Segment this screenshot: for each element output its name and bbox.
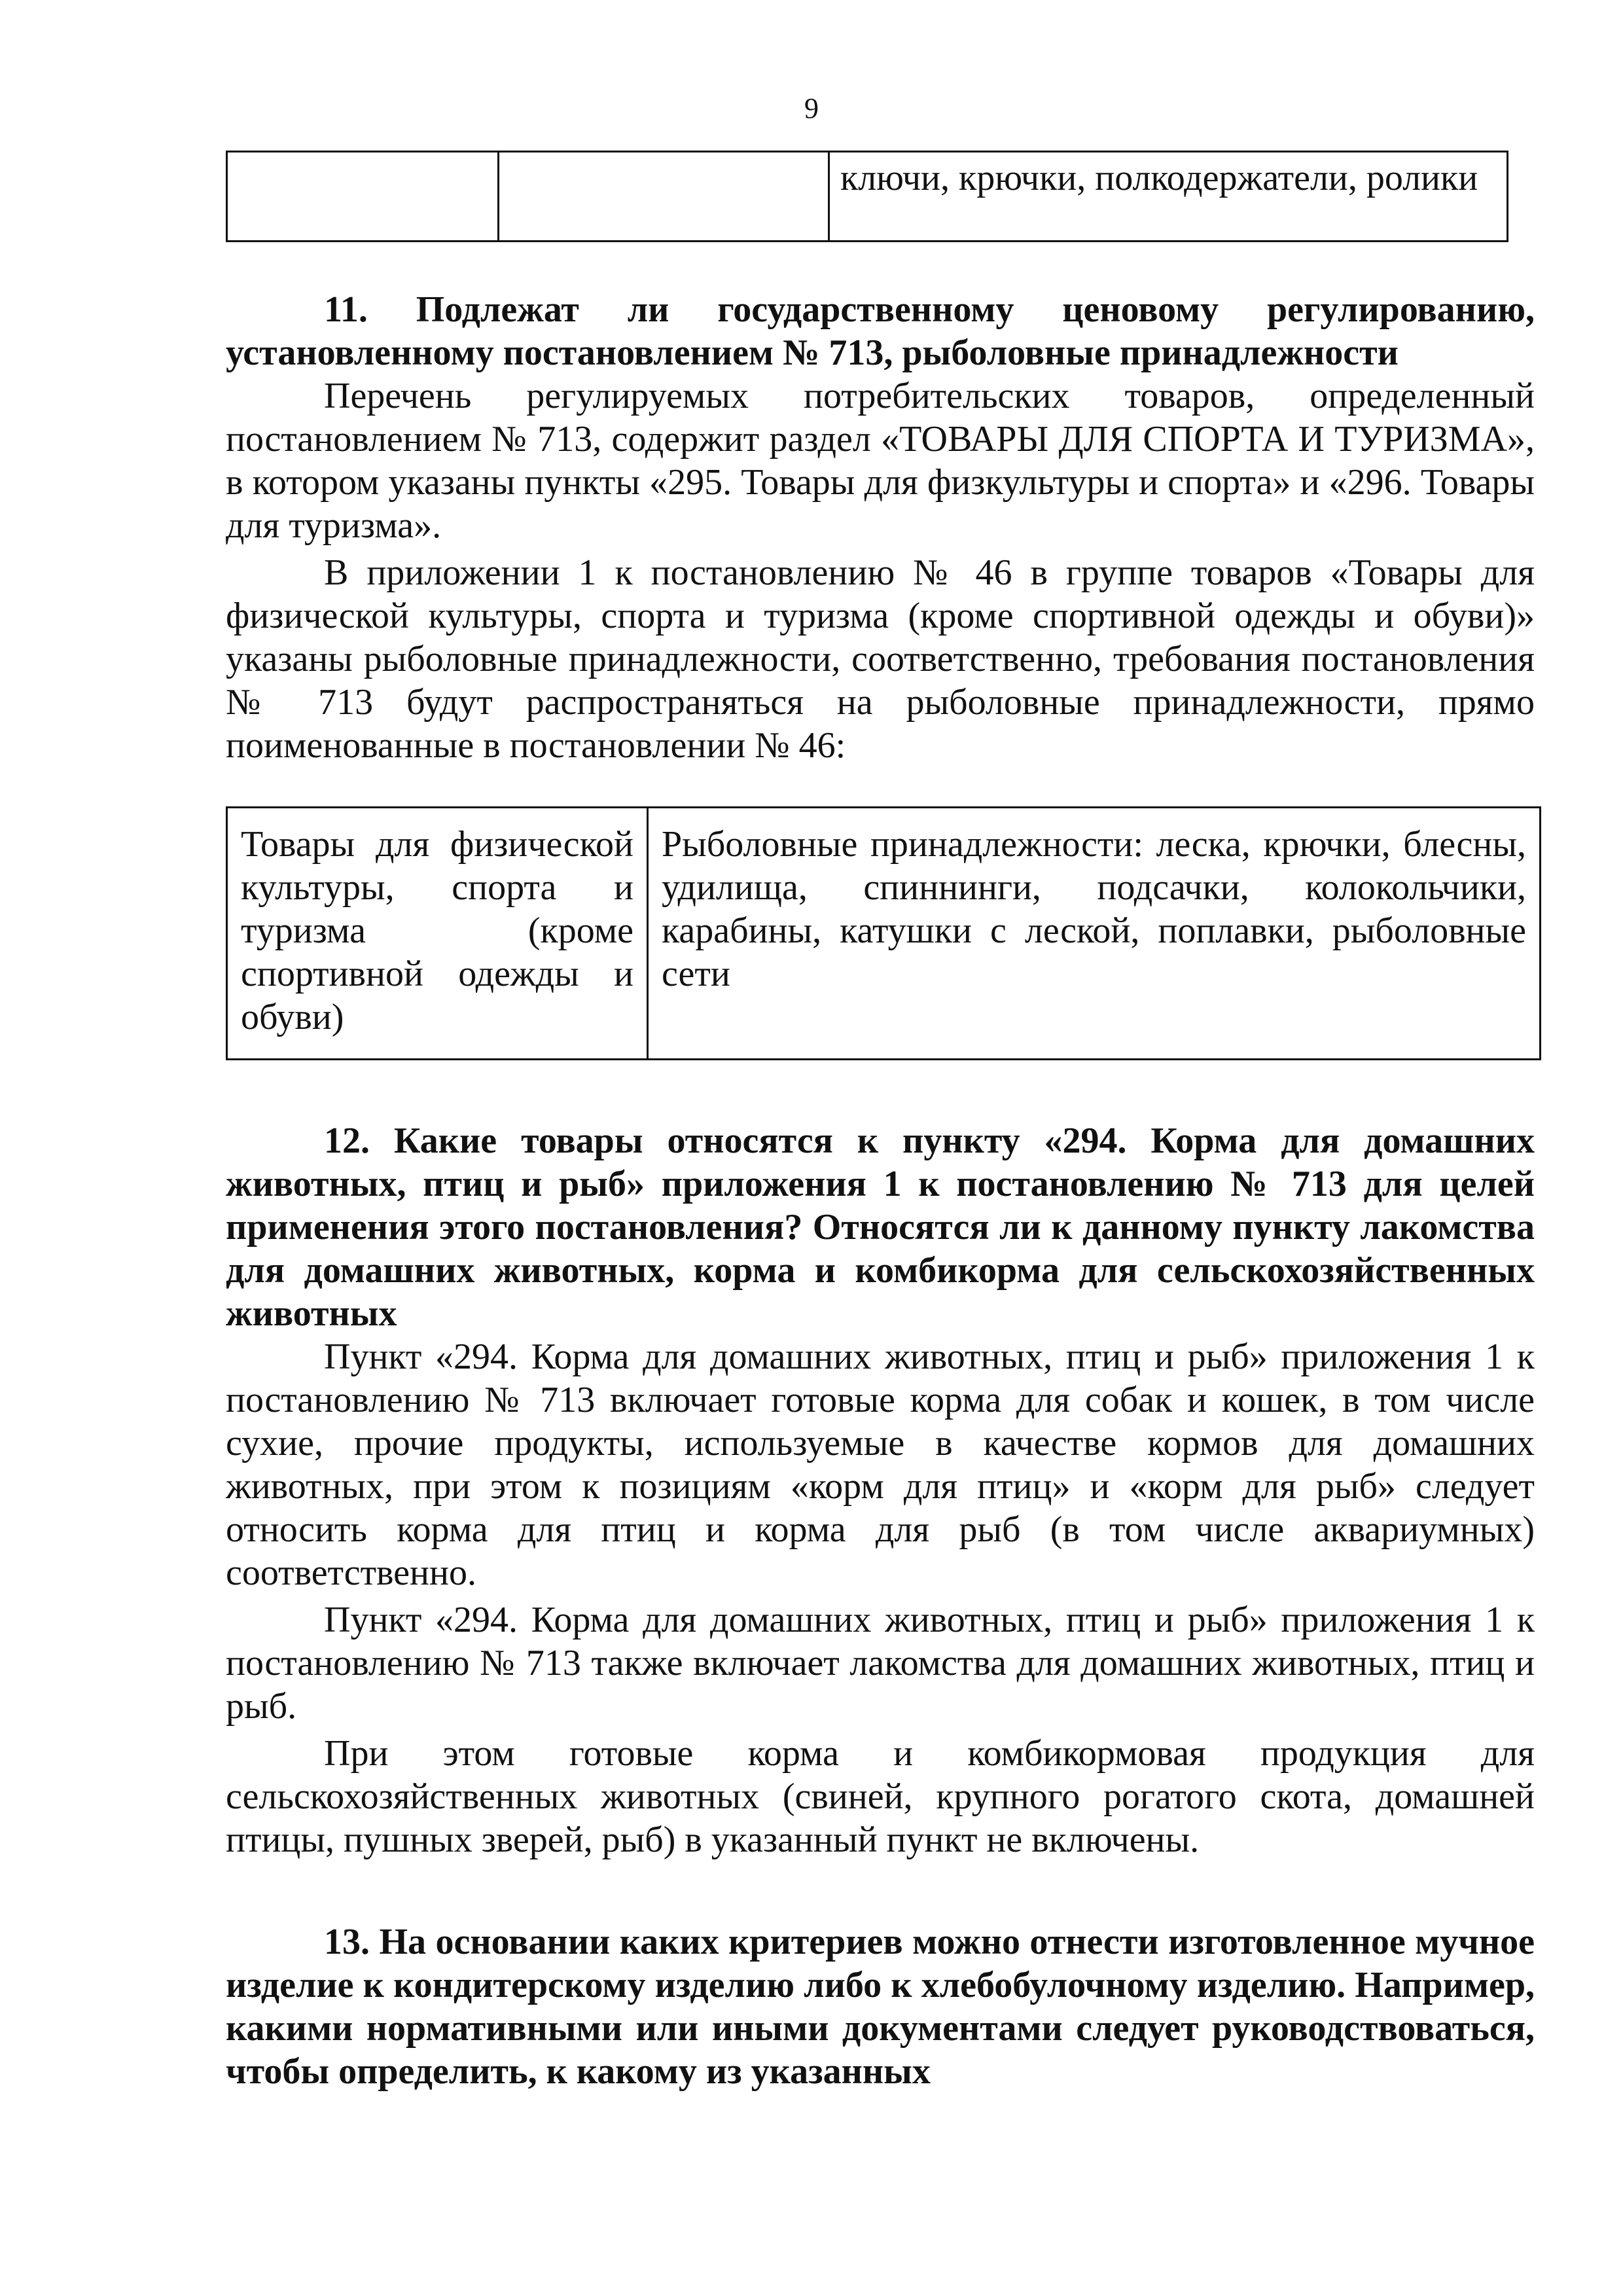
top-table	[226, 151, 1508, 242]
page-number: 9	[804, 92, 819, 124]
table-row	[227, 808, 1541, 1060]
table-cell-category: Товары для физической культуры, спорта и туризма (кроме спортивной одежды и обуви)	[227, 808, 648, 1060]
table-cell-goods: Рыболовные принадлежности: леска, крючки, блесны, удилища, спиннинги, подсачки, колокольчики, карабины, катушки с леской, поплавки, рыболовные сети	[648, 808, 1541, 1060]
section-12-heading: 12. Какие товары относятся к пункту «294. Корма для домашних животных, птиц и рыб» приложения 1 к постановлению № 713 для целей применения этого постановления? Относятся ли к данному пункту лакомства для домашних животных, корма и комбикорма для сельскохозяйственных животных	[226, 1121, 1535, 1334]
section-12-paragraph-1: Пункт «294. Корма для домашних животных, птиц и рыб» приложения 1 к постановлению № 713 включает готовые корма для собак и кошек, в том числе сухие, прочие продукты, используемые в качестве кормов для домашних животных, при этом к позициям «корм для птиц» и «корм для рыб» следует относить корма для птиц и корма для рыб (в том числе аквариумных) соответственно.	[226, 1336, 1535, 1593]
section-12-paragraph-3: При этом готовые корма и комбикормовая продукция для сельскохозяйственных животных (свиней, крупного рогатого скота, домашней птицы, пушных зверей, рыб) в указанный пункт не включены.	[226, 1733, 1535, 1860]
section-11-paragraph-1: Перечень регулируемых потребительских товаров, определенный постановлением № 713, содержит раздел «ТОВАРЫ ДЛЯ СПОРТА И ТУРИЗМА», в котором указаны пункты «295. Товары для физкультуры и спорта» и «296. Товары для туризма».	[226, 376, 1535, 546]
table-cell-empty	[227, 152, 499, 242]
table-cell-empty	[499, 152, 829, 242]
table-row	[227, 152, 1508, 242]
section-11-heading: 11. Подлежат ли государственному ценовому регулированию, установленному постановлением № 713, рыболовные принадлежности	[226, 289, 1535, 373]
section-13-heading: 13. На основании каких критериев можно отнести изготовленное мучное изделие к кондитерскому изделию либо к хлебобулочному изделию. Например, какими нормативными или иными документами следует руководствоваться, чтобы определить, к какому из указанных	[226, 1922, 1535, 2092]
document-body	[226, 151, 1535, 2093]
table-cell-items: ключи, крючки, полкодержатели, ролики	[829, 152, 1508, 242]
fishing-goods-table	[226, 806, 1541, 1060]
section-12-paragraph-2: Пункт «294. Корма для домашних животных, птиц и рыб» приложения 1 к постановлению № 713 также включает лакомства для домашних животных, птиц и рыб.	[226, 1600, 1535, 1727]
section-11-paragraph-2: В приложении 1 к постановлению № 46 в группе товаров «Товары для физической культуры, спорта и туризма (кроме спортивной одежды и обуви)» указаны рыболовные принадлежности, соответственно, требования постановления № 713 будут распространяться на рыболовные принадлежности, прямо поименованные в постановлении № 46:	[226, 552, 1535, 766]
